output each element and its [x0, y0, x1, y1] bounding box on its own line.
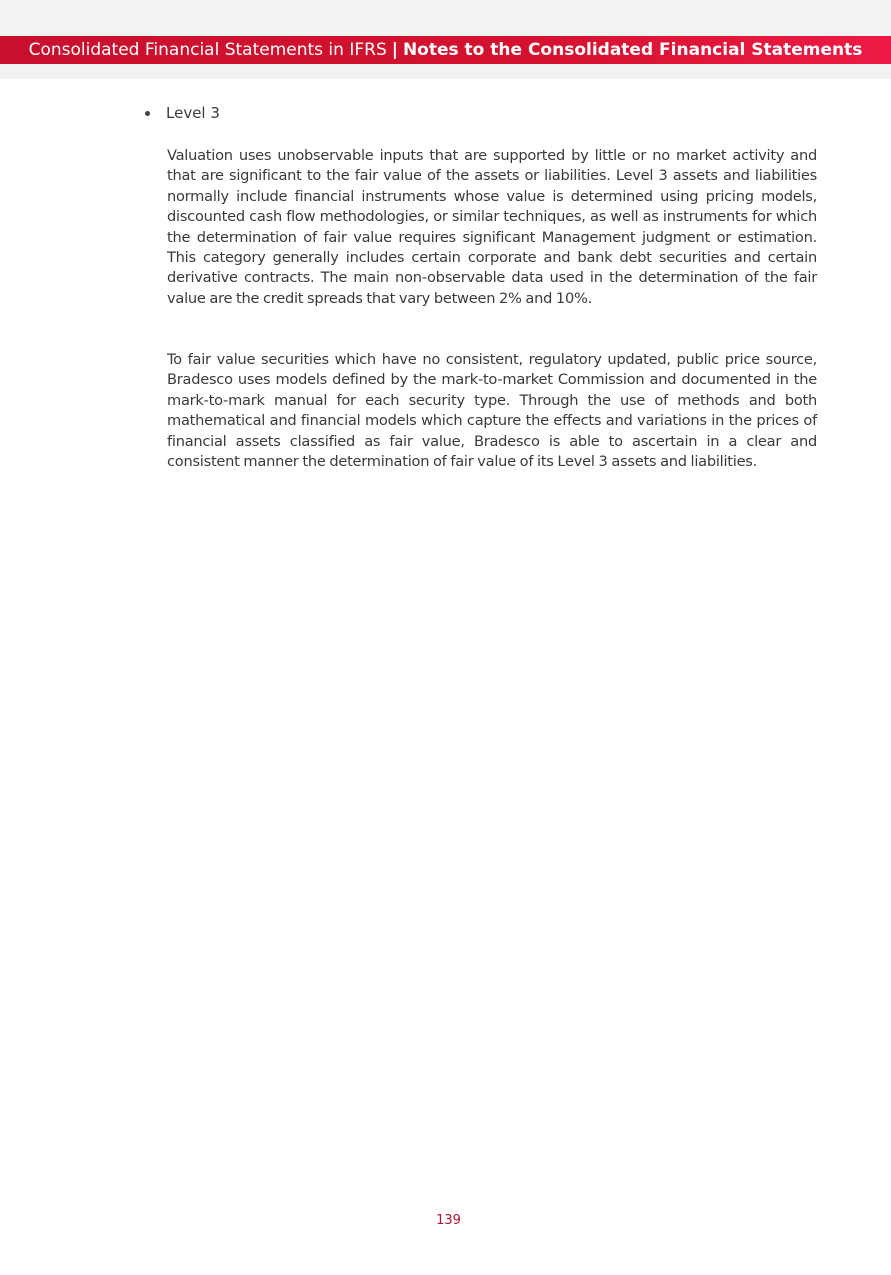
header-section-title: Notes to the Consolidated Financial Statements [402, 40, 863, 60]
bullet-icon [145, 111, 150, 116]
paragraph-level-3-definition: Valuation uses unobservable inputs that are supported by little or no market activity and that are significant to the fair value of the assets or liabilities. Level 3 assets and liabilities normally include financial instruments whose value is determined using pricing models, discounted cash flow methodologies, or similar techniques, as well as instruments for which the determination of fair value requires significant Management judgment or estimation. This category generally includes certain corporate and bank debt securities and certain derivative contracts. The main non-observable data used in the determination of the fair value are the credit spreads that vary between 2% and 10%. [167, 147, 817, 307]
paragraph-bradesco-valuation-models: To fair value securities which have no consistent, regulatory updated, public price source, Bradesco uses models defined by the mark-to-market Commission and documented in the mark-to-mark manual for each security type. Through the use of methods and both mathematical and financial models which capture the effects and variations in the prices of financial assets classified as fair value, Bradesco is able to ascertain in a clear and consistent manner the determination of fair value of its Level 3 assets and liabilities. [167, 351, 817, 471]
header-document-title: Consolidated Financial Statements in IFRS [28, 40, 387, 60]
page-header [0, 36, 891, 64]
bullet-item-level-3 [145, 104, 220, 122]
header-separator: | [391, 40, 398, 60]
bullet-label: Level 3 [166, 104, 220, 122]
page-number: 139 [436, 1213, 461, 1228]
